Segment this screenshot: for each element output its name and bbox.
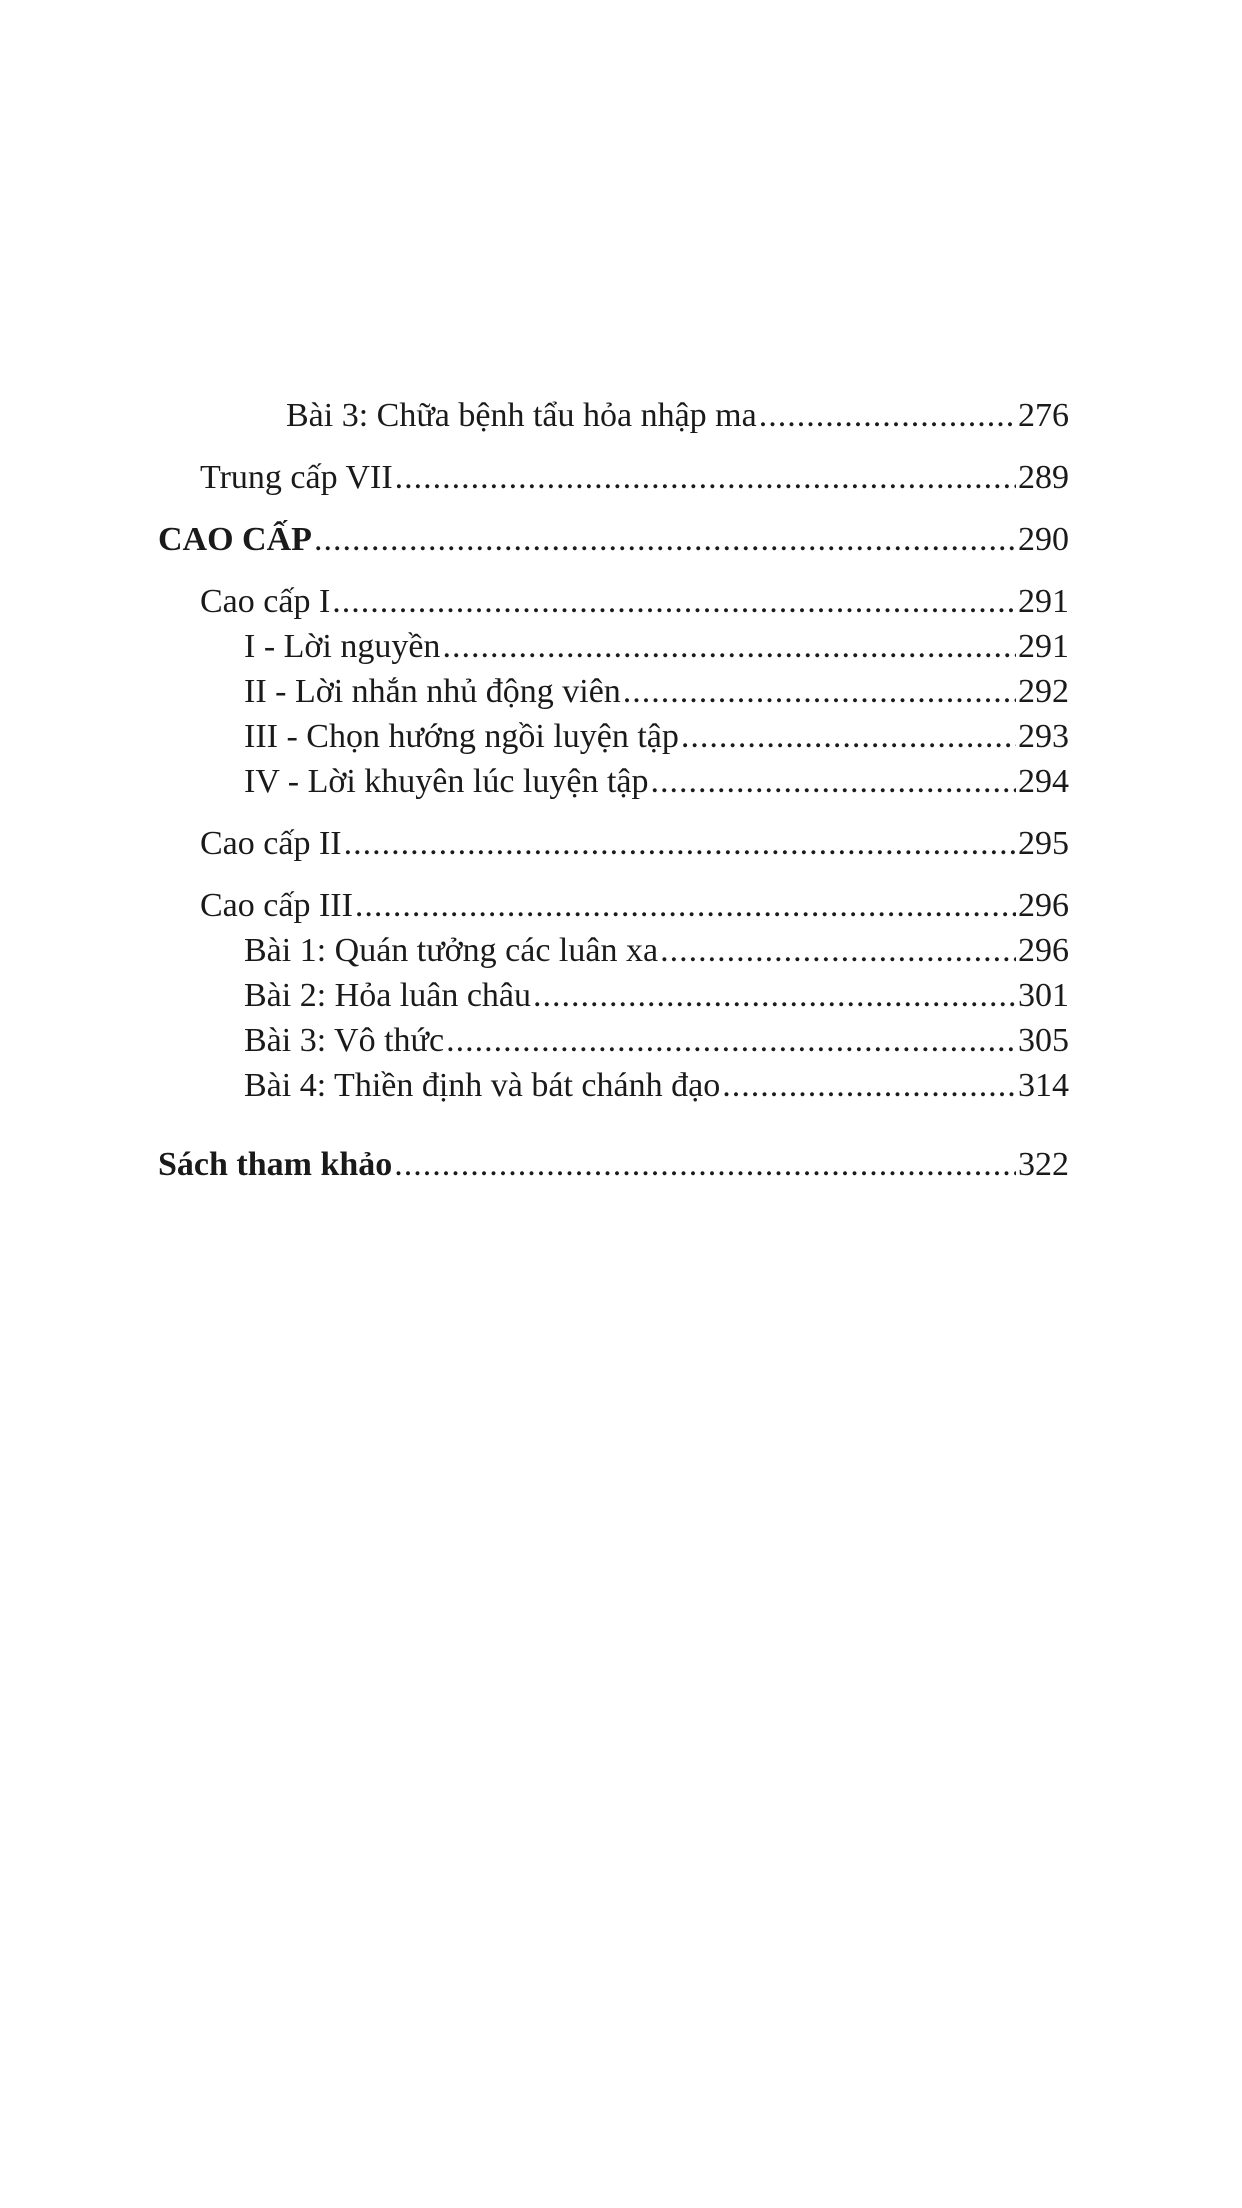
toc-entry-page-number: 291 <box>1018 583 1069 620</box>
toc-entry-trung-cap-vii[interactable] <box>200 458 1069 498</box>
toc-section-heading: CAO CẤP <box>158 521 312 558</box>
toc-entry-label: Cao cấp I <box>200 583 331 620</box>
toc-entry-vo-thuc[interactable] <box>244 1021 1069 1061</box>
toc-entry-page-number: 289 <box>1018 459 1069 496</box>
toc-entry-label: Bài 1: Quán tưởng các luân xa <box>244 932 659 969</box>
toc-entry-loi-nhan-nhu[interactable] <box>244 672 1069 712</box>
dot-leader <box>533 976 1016 1016</box>
toc-entry-label: Cao cấp III <box>200 887 353 924</box>
toc-entry-page-number: 296 <box>1018 932 1069 969</box>
toc-section-heading: Sách tham khảo <box>158 1146 393 1183</box>
toc-entry-page-number: 305 <box>1018 1022 1069 1059</box>
dot-leader <box>314 520 1016 560</box>
toc-entry-label: Cao cấp II <box>200 825 342 862</box>
toc-entry-label: Bài 4: Thiền định và bát chánh đạo <box>244 1067 721 1104</box>
dot-leader <box>623 672 1016 712</box>
toc-entry-page-number: 276 <box>1018 397 1069 434</box>
toc-entry-page-number: 322 <box>1018 1146 1069 1183</box>
dot-leader <box>395 458 1016 498</box>
toc-entry-label: IV - Lời khuyên lúc luyện tập <box>244 763 649 800</box>
toc-entry-page-number: 290 <box>1018 521 1069 558</box>
toc-entry-page-number: 296 <box>1018 887 1069 924</box>
toc-entry-cao-cap-i[interactable] <box>200 582 1069 622</box>
toc-entry-chon-huong[interactable] <box>244 717 1069 757</box>
toc-entry-thien-dinh[interactable] <box>244 1066 1069 1106</box>
toc-entry-quan-tuong[interactable] <box>244 931 1069 971</box>
dot-leader <box>722 1066 1016 1106</box>
dot-leader <box>446 1021 1016 1061</box>
toc-entry-page-number: 301 <box>1018 977 1069 1014</box>
dot-leader <box>344 824 1016 864</box>
toc-entry-loi-nguyen[interactable] <box>244 627 1069 667</box>
dot-leader <box>681 717 1016 757</box>
toc-entry-label: III - Chọn hướng ngồi luyện tập <box>244 718 679 755</box>
toc-entry-label: Bài 2: Hỏa luân châu <box>244 977 532 1014</box>
toc-entry-page-number: 295 <box>1018 825 1069 862</box>
toc-entry-sach-tham-khao[interactable] <box>158 1145 1069 1185</box>
toc-entry-page-number: 293 <box>1018 718 1069 755</box>
toc-entry-page-number: 294 <box>1018 763 1069 800</box>
dot-leader <box>660 931 1016 971</box>
dot-leader <box>759 396 1016 436</box>
toc-entry-bai-3-chua-benh[interactable] <box>286 396 1069 436</box>
toc-entry-cao-cap-ii[interactable] <box>200 824 1069 864</box>
dot-leader <box>355 886 1016 926</box>
toc-entry-label: II - Lời nhắn nhủ động viên <box>244 673 621 710</box>
dot-leader <box>394 1145 1016 1185</box>
dot-leader <box>650 762 1016 802</box>
toc-entry-cao-cap[interactable] <box>158 520 1069 560</box>
toc-entry-label: Bài 3: Vô thức <box>244 1022 445 1059</box>
toc-entry-hoa-luan-chau[interactable] <box>244 976 1069 1016</box>
toc-entry-label: Trung cấp VII <box>200 459 393 496</box>
toc-entry-label: Bài 3: Chữa bệnh tẩu hỏa nhập ma <box>286 397 757 434</box>
toc-entry-page-number: 291 <box>1018 628 1069 665</box>
dot-leader <box>442 627 1016 667</box>
toc-entry-loi-khuyen[interactable] <box>244 762 1069 802</box>
toc-entry-label: I - Lời nguyền <box>244 628 441 665</box>
dot-leader <box>332 582 1016 622</box>
toc-entry-cao-cap-iii[interactable] <box>200 886 1069 926</box>
toc-entry-page-number: 292 <box>1018 673 1069 710</box>
toc-entry-page-number: 314 <box>1018 1067 1069 1104</box>
